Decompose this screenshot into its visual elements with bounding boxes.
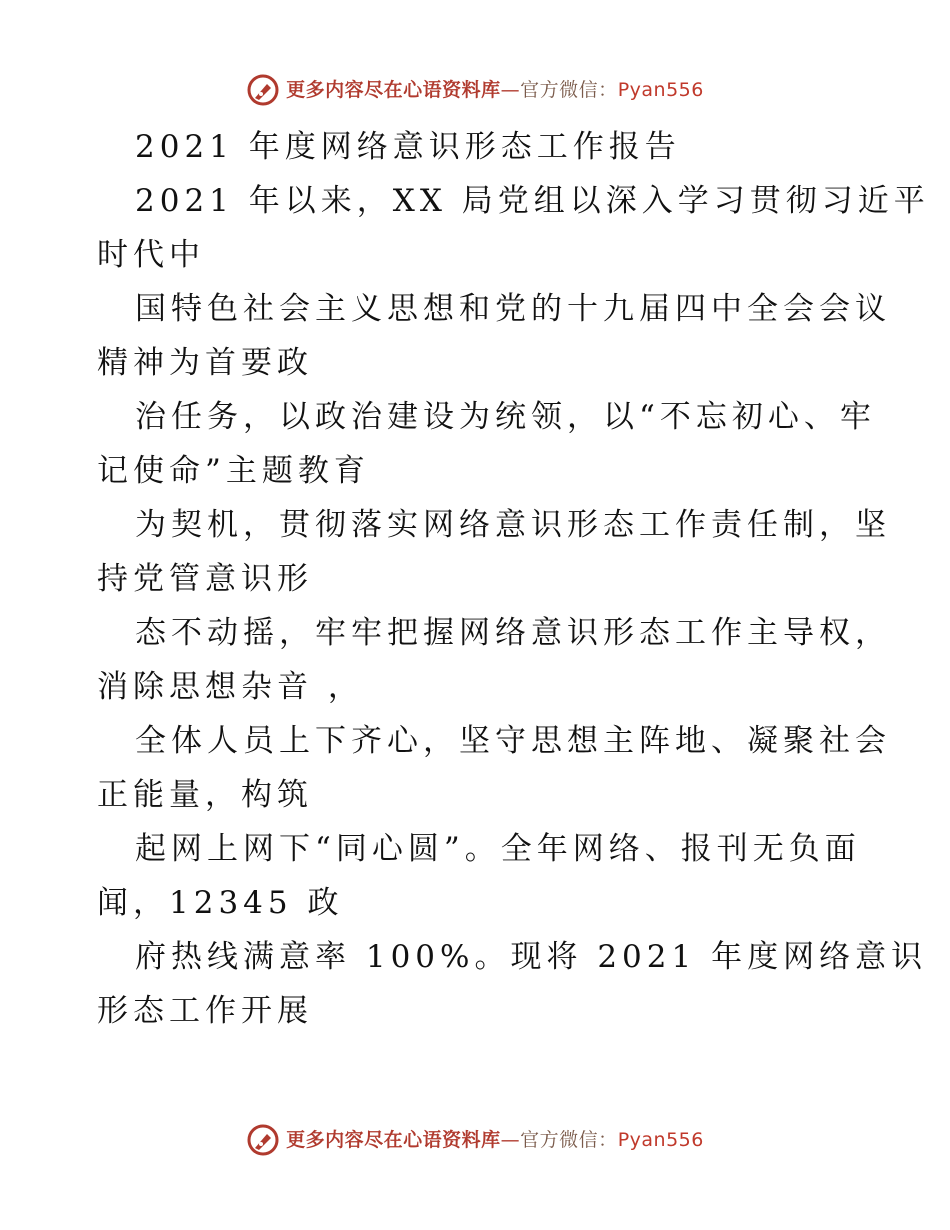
paragraph-line: 正能量，构筑 bbox=[97, 777, 313, 813]
document-title: 2021 年度网络意识形态工作报告 bbox=[135, 129, 681, 165]
paragraph-line: 闻，12345 政 bbox=[97, 885, 344, 921]
watermark-handle: Pyan556 bbox=[617, 78, 704, 101]
paragraph-line: 国特色社会主义思想和党的十九届四中全会会议 bbox=[135, 291, 891, 327]
watermark-handle: Pyan556 bbox=[617, 1128, 704, 1151]
paragraph-line: 2021 年以来，XX 局党组以深入学习贯彻习近平 bbox=[135, 183, 930, 219]
pen-nib-circle-icon bbox=[246, 1123, 280, 1157]
paragraph-line: 府热线满意率 100%。现将 2021 年度网络意识 bbox=[135, 939, 928, 975]
watermark-dash: — bbox=[500, 1128, 521, 1151]
watermark-site-text: 更多内容尽在心语资料库 bbox=[286, 78, 501, 101]
watermark-dash: — bbox=[500, 78, 521, 101]
watermark-official-text: 官方微信： bbox=[520, 78, 618, 101]
paragraph-line: 全体人员上下齐心，坚守思想主阵地、凝聚社会 bbox=[135, 723, 891, 759]
paragraph-line: 持党管意识形 bbox=[97, 561, 313, 597]
pen-nib-circle-icon bbox=[246, 73, 280, 107]
paragraph-line: 为契机，贯彻落实网络意识形态工作责任制，坚 bbox=[135, 507, 891, 543]
paragraph-line: 记使命”主题教育 bbox=[97, 453, 370, 489]
paragraph-line: 形态工作开展 bbox=[97, 993, 313, 1029]
watermark-site-text: 更多内容尽在心语资料库 bbox=[286, 1128, 501, 1151]
watermark-text bbox=[286, 78, 704, 101]
paragraph-line: 态不动摇，牢牢把握网络意识形态工作主导权， bbox=[135, 615, 891, 651]
document-body bbox=[97, 120, 930, 1038]
paragraph-line: 时代中 bbox=[97, 237, 205, 273]
paragraph-line: 治任务，以政治建设为统领，以“不忘初心、牢 bbox=[135, 399, 876, 435]
watermark-banner-bottom bbox=[0, 1120, 950, 1160]
paragraph-line: 消除思想杂音 ， bbox=[97, 669, 364, 705]
watermark-text bbox=[286, 1128, 704, 1151]
watermark-banner-top bbox=[0, 70, 950, 110]
paragraph-line: 起网上网下“同心圆”。全年网络、报刊无负面 bbox=[135, 831, 861, 867]
paragraph-line: 精神为首要政 bbox=[97, 345, 313, 381]
watermark-official-text: 官方微信： bbox=[520, 1128, 618, 1151]
